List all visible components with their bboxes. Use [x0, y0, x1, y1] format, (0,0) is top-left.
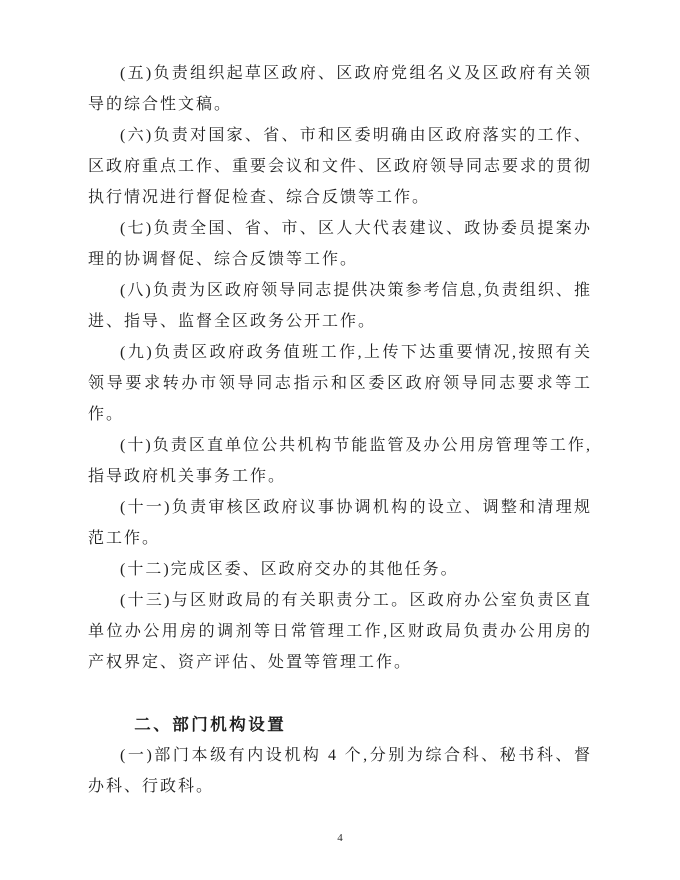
section-heading: 二、部门机构设置	[134, 715, 287, 734]
body-paragraph-8: (八)负责为区政府领导同志提供决策参考信息,负责组织、推进、指导、监督全区政务公开工作。	[88, 282, 592, 330]
body-paragraph-5: (五)负责组织起草区政府、区政府党组名义及区政府有关领导的综合性文稿。	[88, 65, 592, 113]
body-paragraph-9: (九)负责区政府政务值班工作,上传下达重要情况,按照有关领导要求转办市领导同志指示和区委区政府领导同志要求等工作。	[88, 344, 592, 423]
body-paragraph-6: (六)负责对国家、省、市和区委明确由区政府落实的工作、区政府重点工作、重要会议和文件、区政府领导同志要求的贯彻执行情况进行督促检查、综合反馈等工作。	[88, 127, 593, 206]
document-body	[88, 58, 592, 802]
page-number: 4	[337, 832, 343, 844]
body-paragraph-13: (十三)与区财政局的有关职责分工。区政府办公室负责区直单位办公用房的调剂等日常管理工作,区财政局负责办公用房的产权界定、资产评估、处置等管理工作。	[88, 592, 592, 671]
body-paragraph-7: (七)负责全国、省、市、区人大代表建议、政协委员提案办理的协调督促、综合反馈等工作。	[88, 220, 592, 268]
body-paragraph-11: (十一)负责审核区政府议事协调机构的设立、调整和清理规范工作。	[88, 499, 592, 547]
body-paragraph-10: (十)负责区直单位公共机构节能监管及办公用房管理等工作,指导政府机关事务工作。	[88, 437, 592, 485]
section-paragraph-1: (一)部门本级有内设机构 4 个,分别为综合科、秘书科、督办科、行政科。	[88, 747, 592, 795]
body-paragraph-12: (十二)完成区委、区政府交办的其他任务。	[120, 561, 459, 578]
